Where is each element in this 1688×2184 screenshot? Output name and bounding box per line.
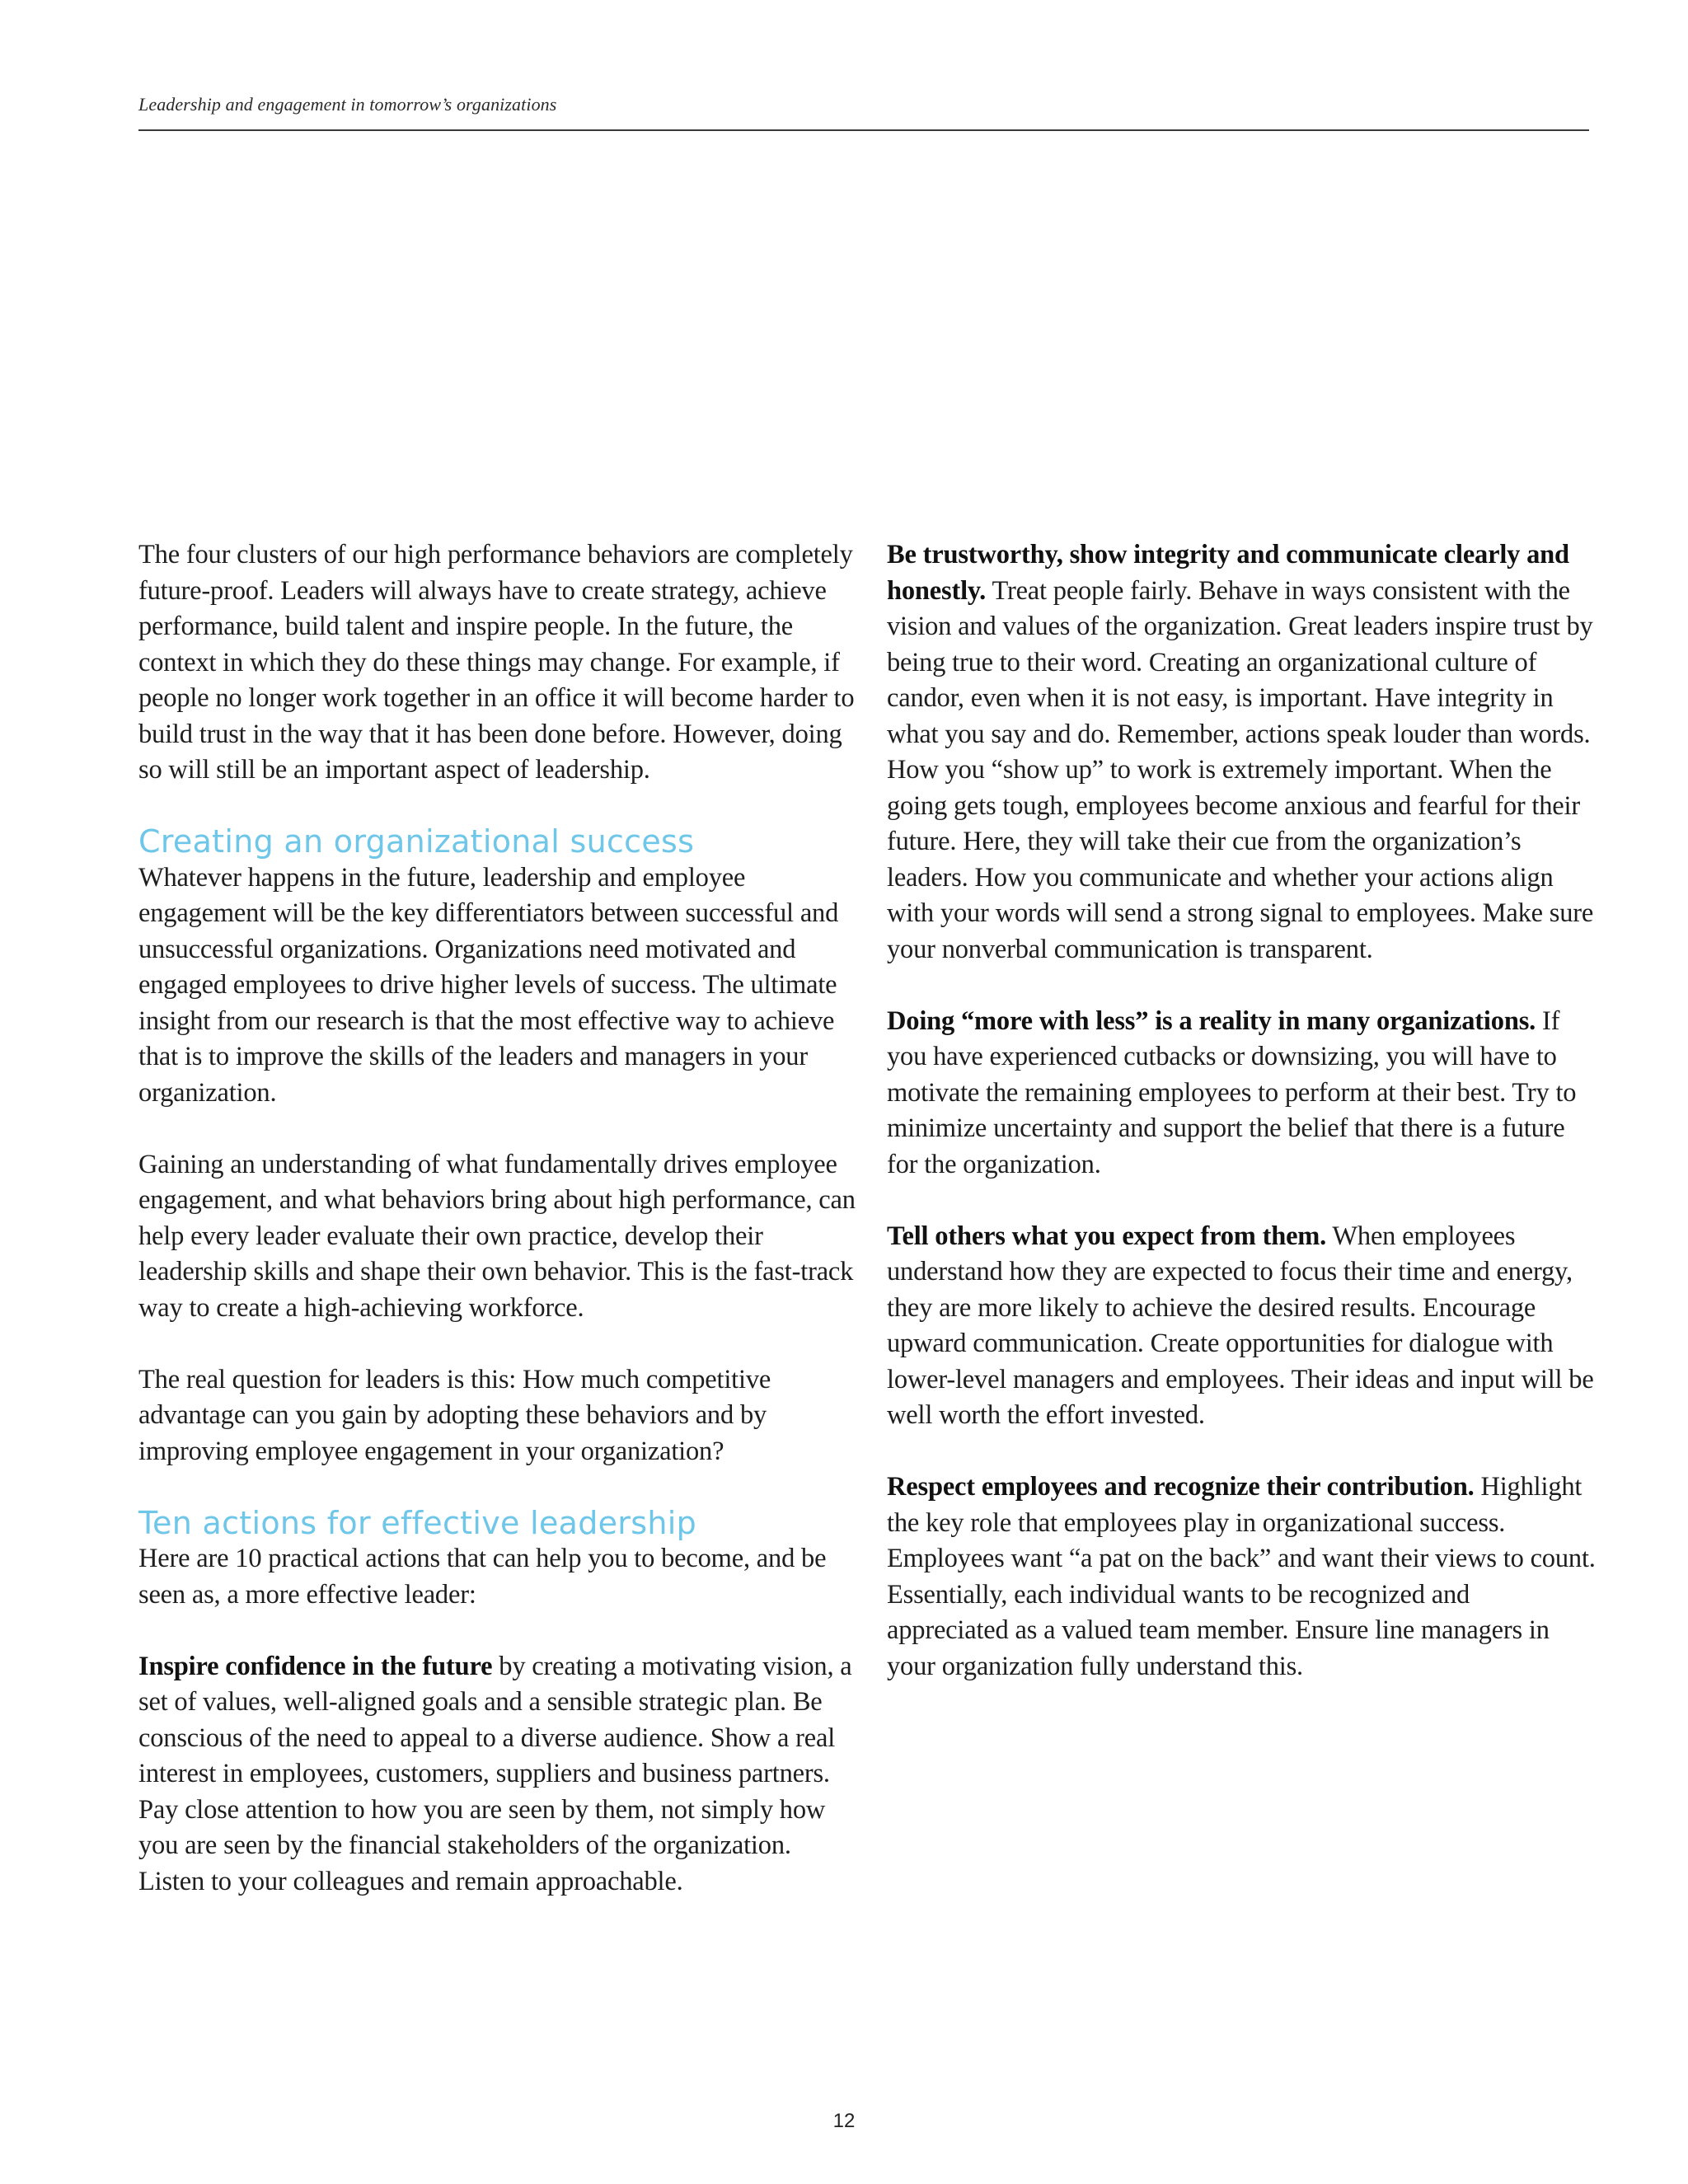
left-column bbox=[138, 537, 856, 1900]
right-column bbox=[887, 537, 1596, 1685]
action-item-inspire-confidence bbox=[138, 1649, 856, 1900]
action-item-more-with-less bbox=[887, 1004, 1596, 1183]
action-lead-text: Doing “more with less” is a reality in many organizations. bbox=[887, 1005, 1536, 1036]
action-body-text: by creating a motivating vision, a set of values, well-aligned goals and a sensible strategic plan. Be conscious of the need to appeal to a diverse audience. Show a real interest in employees, customers, suppliers and business partners. Pay close attention to how you are seen by them, not simply how you are seen by the financial stakeholders of the organization. Listen to your colleagues and remain approachable. bbox=[138, 1651, 852, 1896]
body-paragraph: The real question for leaders is this: How much competitive advantage can you gain by adopting these behaviors and by improving employee engagement in your organization? bbox=[138, 1364, 771, 1466]
action-lead-text: Be trustworthy, show integrity and communicate clearly and honestly. bbox=[887, 540, 1569, 606]
action-item-tell-expectations bbox=[887, 1219, 1596, 1434]
running-header-title: Leadership and engagement in tomorrow’s organizations bbox=[138, 94, 557, 115]
header-divider bbox=[138, 129, 1589, 131]
action-body-text: Highlight the key role that employees play in organizational success. Employees want “a pat on the back” and want their views to count. Essentially, each individual wants to be recognized and appreciated as a valued team member. Ensure line managers in your organization fully understand this. bbox=[887, 1472, 1596, 1681]
ten-actions-intro: Here are 10 practical actions that can help you to become, and be seen as, a more effective leader: bbox=[138, 1544, 827, 1610]
action-lead-text: Tell others what you expect from them. bbox=[887, 1221, 1327, 1251]
action-lead-text: Inspire confidence in the future bbox=[138, 1651, 493, 1681]
action-body-text: Treat people fairly. Behave in ways consistent with the vision and values of the organization. Great leaders inspire trust by being true to their word. Creating an organizational culture of candor, even when it is not easy, is important. Have integrity in what you say and do. Remember, actions speak louder than words. How you “show up” to work is extremely important. When the going gets tough, employees become anxious and fearful for their future. Here, they will take their cue from the organization’s leaders. How you communicate and whether your actions align with your words will send a strong signal to employees. Make sure your nonverbal communication is transparent. bbox=[887, 575, 1594, 964]
page-number: 12 bbox=[832, 2110, 856, 2132]
body-paragraph: Gaining an understanding of what fundamentally drives employee engagement, and what behaviors bring about high performance, can help every leader evaluate their own practice, develop their leadership skills and shape their own behavior. This is the fast-track way to create a high-achieving workforce. bbox=[138, 1149, 856, 1323]
section-heading-ten-actions: Ten actions for effective leadership bbox=[138, 1504, 696, 1541]
action-body-text: If you have experienced cutbacks or downsizing, you will have to motivate the remaining employees to perform at their best. Try to minimize uncertainty and support the belief that there is a future for the organization. bbox=[887, 1005, 1577, 1179]
action-body-text: When employees understand how they are expected to focus their time and energy, they are more likely to achieve the desired results. Encourage upward communication. Create opportunities for dialogue with lower-level managers and employees. Their ideas and input will be well worth the effort invested. bbox=[887, 1221, 1594, 1430]
action-lead-text: Respect employees and recognize their contribution. bbox=[887, 1472, 1475, 1502]
intro-paragraph: The four clusters of our high performance behaviors are completely future-proof. Leaders will always have to create strategy, achieve performance, build talent and inspire people. In the future, the context in which they do these things may change. For example, if people no longer work together in an office it will become harder to build trust in the way that it has been done before. However, doing so will still be an important aspect of leadership. bbox=[138, 540, 855, 785]
body-paragraph: Whatever happens in the future, leadership and employee engagement will be the key differentiators between successful and unsuccessful organizations. Organizations need motivated and engaged employees to drive higher levels of success. The ultimate insight from our research is that the most effective way to achieve that is to improve the skills of the leaders and managers in your organization. bbox=[138, 862, 839, 1108]
action-item-respect-employees bbox=[887, 1469, 1596, 1685]
section-heading-organizational-success: Creating an organizational success bbox=[138, 823, 695, 860]
action-item-be-trustworthy bbox=[887, 537, 1596, 968]
